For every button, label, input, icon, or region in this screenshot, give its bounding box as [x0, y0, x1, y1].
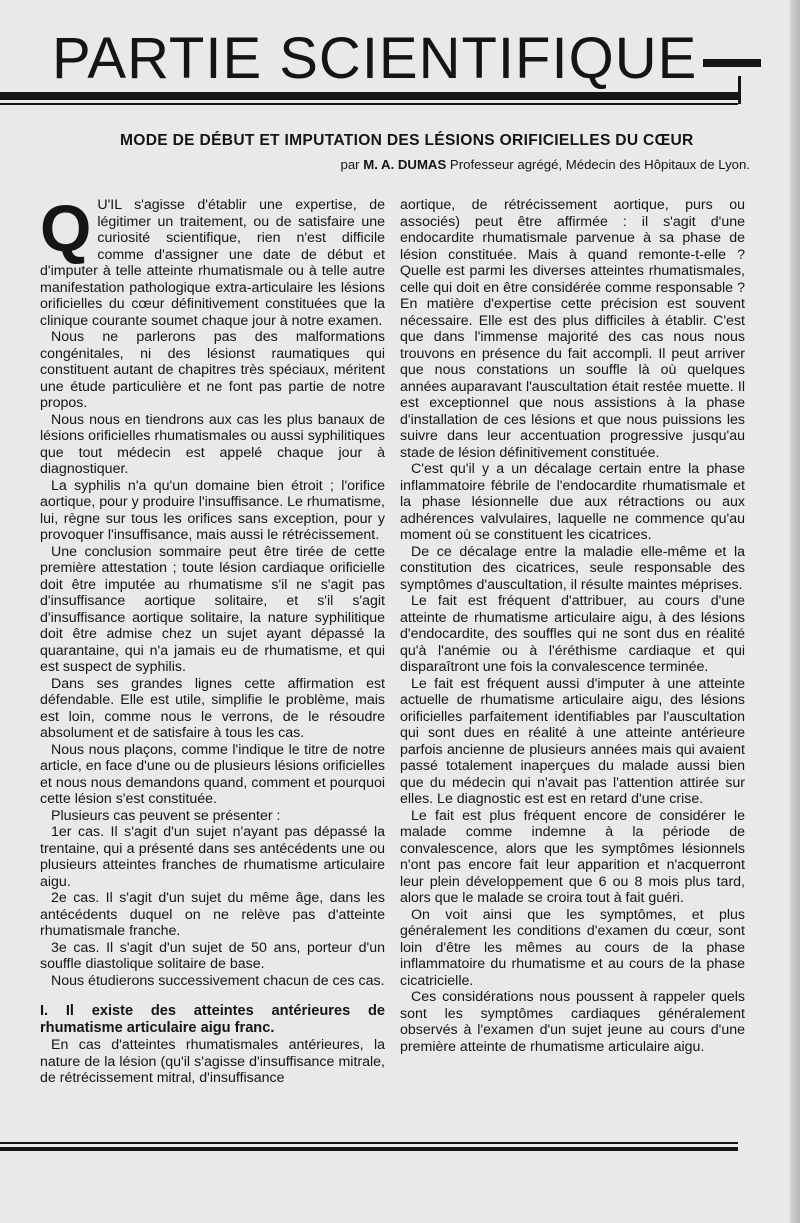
author-name: M. A. DUMAS: [363, 157, 447, 172]
article-title: MODE DE DÉBUT ET IMPUTATION DES LÉSIONS ORIFICIELLES DU CŒUR: [120, 132, 694, 149]
paragraph: Nous ne parlerons pas des malformations congénitales, ni des lésionst raumatiques qui constituent autant de chapitres très spéciaux, méritent une étude particulière et ne font pas partie de notre propos.: [40, 329, 385, 411]
byline-prefix: par: [340, 157, 360, 172]
paragraph: 2e cas. Il s'agit d'un sujet du même âge, dans les antécédents duquel on ne relève pas d'atteinte rhumatismale franche.: [40, 890, 385, 939]
header-edge-tick: [738, 76, 741, 104]
paragraph: La syphilis n'a qu'un domaine bien étroit ; l'orifice aortique, pour y produire l'insuffisance. Le rhumatisme, lui, règne sur tous les orifices sans exception, pour y provoquer l'insuffisance, mais aussi le rétrécissement.: [40, 477, 385, 543]
title-stub-rule: [703, 59, 761, 67]
paragraph: On voit ainsi que les symptômes, et plus généralement les conditions d'examen du cœur, sont loin d'être les mêmes au cours de la phase inflammatoire du rhumatisme et au cours de la phase cicatricielle.: [400, 906, 745, 989]
paragraph: De ce décalage entre la maladie elle-même et la constitution des cicatrices, seule responsable des symptômes d'auscultation, il résulte maintes méprises.: [400, 543, 745, 593]
section-title: PARTIE SCIENTIFIQUE: [52, 26, 698, 91]
paragraph: Nous étudierons successivement chacun de ces cas.: [51, 972, 385, 989]
footer-rule-thick: [0, 1147, 738, 1151]
paragraph: Q U'IL s'agisse d'établir une expertise, de légitimer un traitement, ou de satisfaire une curiosité scientifique, rien n'est difficile comme d'assigner une date de début et d'imputer à telle atteinte rhumatismale ou à telle autre manifestation pathologique extra-articulaire les lésions orificielles du cœur définitivement constituées que la clinique courante soumet chaque jour à notre examen.: [40, 191, 385, 329]
paragraph: Une conclusion sommaire peut être tirée de cette première attestation ; toute lésion cardiaque orificielle doit être imputée au rhumatisme s'il ne s'agit pas d'insuffisance aortique solitaire, et s'il s'agit d'insuffisance aortique solitaire, la nature syphilitique doit être admise chez un sujet ayant dépassé la quarantaine, qui n'a jamais eu de rhumatisme, et qui est suspect de syphilis.: [40, 543, 385, 675]
drop-cap: Q: [40, 191, 92, 265]
byline: [340, 157, 750, 172]
paragraph: aortique, de rétrécissement aortique, purs ou associés) peut être affirmée : il s'agit d'une endocardite rhumatismale parvenue à sa phase de lésion constituée. Mais à quand remonte-t-elle ? Quelle est parmi les diverses atteintes rhumatismales, celle qui doit en être considérée comme responsable ? En matière d'expertise cette précision est souvent nécessaire. Elle est des plus difficiles à établir. C'est que dans l'immense majorité des cas nous nous trouvons en présence du fait accompli. Il peut arriver que nous constations un souffle là où quelques années auparavant l'auscultation était restée muette. Il est exceptionnel que nous assistions à la phase d'installation de ces lésions et que nous puissions les suivre dans leur accentuation progressive jusqu'au stade de lésion définitivement constituée.: [400, 197, 745, 461]
paragraph: Le fait est plus fréquent encore de considérer le malade comme indemne à la période de convalescence, alors que les symptômes lésionnels n'ont pas encore fait leur apparition et n'acquerront leur plein développement que 6 ou 8 mois plus tard, alors que le malade se croira tout à fait guéri.: [400, 807, 745, 906]
paragraph: Nous nous plaçons, comme l'indique le titre de notre article, en face d'une ou de plusieurs lésions orificielles et nous nous demandons quand, comment et pourquoi cette lésion s'est constituée.: [40, 741, 385, 807]
paragraph: Le fait est fréquent aussi d'imputer à une atteinte actuelle de rhumatisme articulaire aigu, des lésions orificielles parfaitement identifiables par l'auscultation qui sont dues en réalité à une atteinte antérieure parfois ancienne de plusieurs années mais qui avaient passé totalement inaperçues du malade aussi bien que du médecin qui n'avait pas l'attention attirée sur elles. Le diagnostic est est en retard d'une crise.: [400, 675, 745, 807]
left-column: [40, 191, 385, 1087]
paragraph: Ces considérations nous poussent à rappeler quels sont les symptômes cardiaques généralement observés à l'examen d'un sujet jeune au cours d'une première atteinte de rhumatisme articulaire aigu.: [400, 989, 745, 1055]
paragraph: En cas d'atteintes rhumatismales antérieures, la nature de la lésion (qu'il s'agisse d'insuffisance mitrale, de rétrécissement mitral, d'insuffisance: [40, 1037, 385, 1086]
paragraph: C'est qu'il y a un décalage certain entre la phase inflammatoire fébrile de l'endocardite rhumatismale et la phase lésionnelle due aux rétractions ou aux adhérences valvulaires, laquelle ne commence qu'au moment où se constituent les cicatrices.: [400, 461, 745, 543]
author-affiliation: Professeur agrégé, Médecin des Hôpitaux de Lyon.: [449, 157, 750, 172]
page-edge-shadow: [790, 0, 800, 1223]
paragraph: Plusieurs cas peuvent se présenter :: [51, 807, 281, 824]
paragraph: Nous nous en tiendrons aux cas les plus banaux de lésions orificielles rhumatismales ou aussi syphilitiques que tout médecin est appelé chaque jour à diagnostiquer.: [40, 411, 385, 477]
footer-rule-thin: [0, 1142, 738, 1144]
paragraph: 1er cas. Il s'agit d'un sujet n'ayant pas dépassé la trentaine, qui a présenté dans ses antécédents une ou plusieurs atteintes franches de rhumatisme articulaire aigu.: [40, 824, 385, 890]
header-rule-thick: [0, 92, 738, 100]
header-rule-thin: [0, 103, 738, 105]
section-heading: I. Il existe des atteintes antérieures de rhumatisme articulaire aigu franc.: [40, 1003, 385, 1036]
paragraph: Dans ses grandes lignes cette affirmation est défendable. Elle est utile, simplifie le problème, mais est loin, comme nous le verrons, de le résoudre absolument et de satisfaire à tous les cas.: [40, 675, 385, 741]
paragraph: Le fait est fréquent d'attribuer, au cours d'une atteinte de rhumatisme articulaire aigu, à des lésions d'endocardite, des souffles qui ne sont dus en réalité qu'à l'anémie ou à l'éréthisme cardiaque et qui disparaîtront une fois la convalescence terminée.: [400, 593, 745, 675]
section-header: [52, 26, 761, 92]
paragraph: 3e cas. Il s'agit d'un sujet de 50 ans, porteur d'un souffle diastolique solitaire de base.: [40, 939, 385, 972]
right-column: [400, 197, 745, 1055]
